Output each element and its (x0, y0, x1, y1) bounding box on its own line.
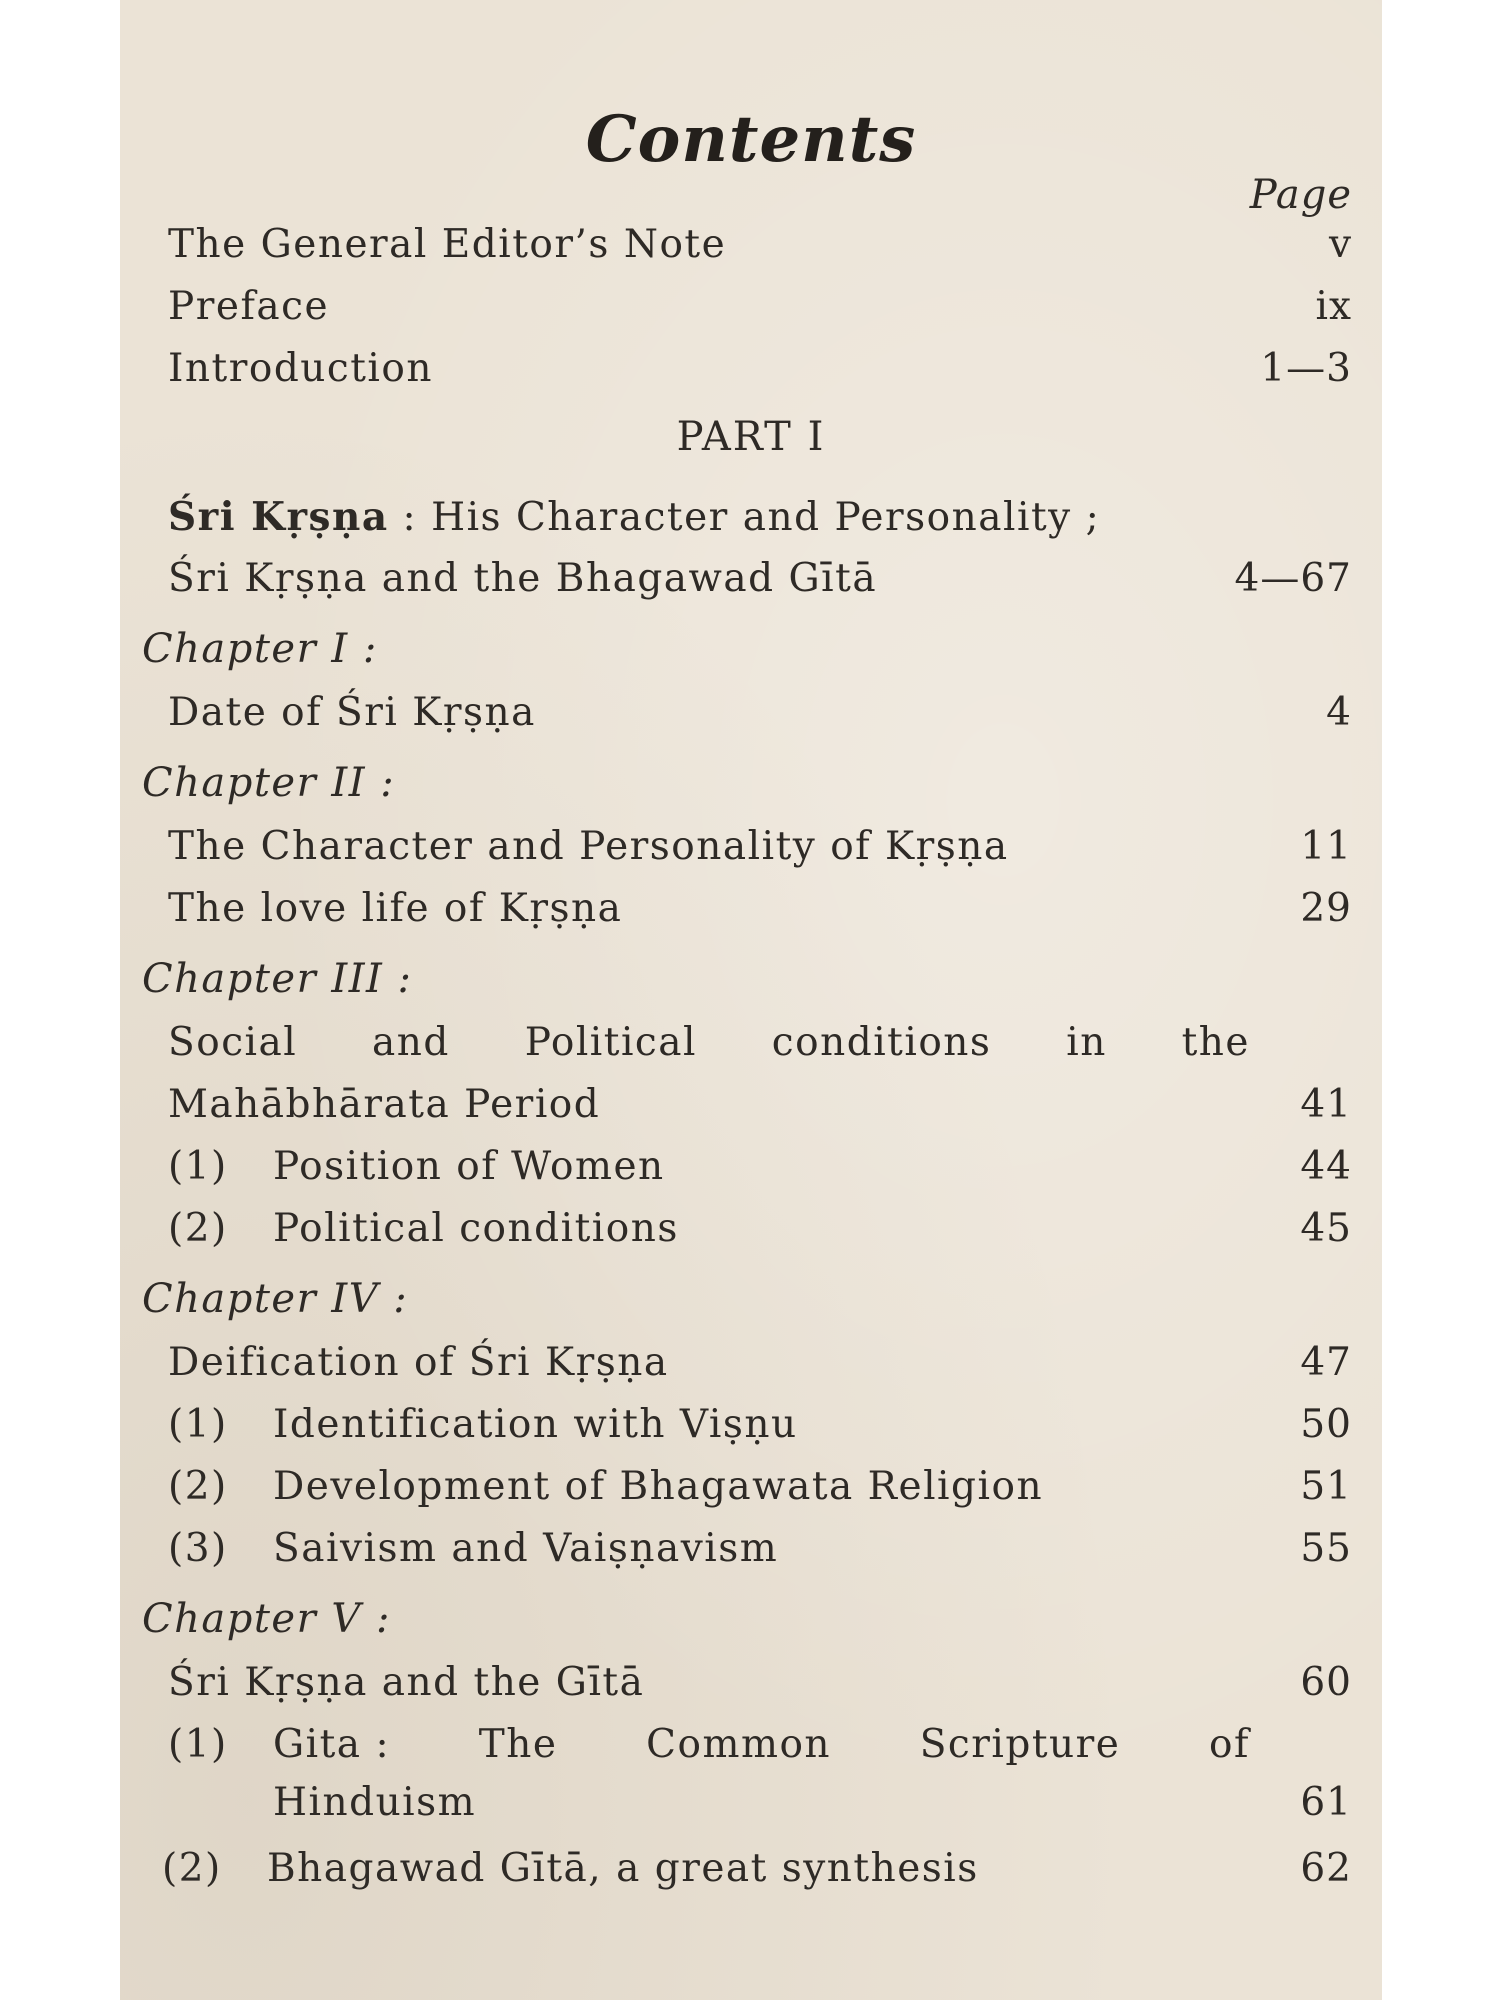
item-label: Identification with Viṣṇu (273, 1402, 798, 1447)
toc-entry-character: The Character and Personality of Kṛṣṇa (168, 824, 1009, 869)
word: Scripture (919, 1722, 1121, 1767)
chapter-heading-5: Chapter V : (142, 1596, 391, 1642)
toc-entry-saivism (168, 1526, 778, 1571)
part-summary-page: 4—67 (1234, 556, 1352, 601)
toc-entry-women (168, 1144, 665, 1189)
chapter-heading-1: Chapter I : (142, 626, 378, 672)
toc-page-great-synthesis: 62 (1300, 1846, 1352, 1891)
toc-page-common-scripture: 61 (1300, 1780, 1352, 1825)
toc-page-character: 11 (1300, 824, 1352, 869)
part-summary-rest: : His Character and Personality ; (388, 495, 1101, 540)
item-label-words (273, 1722, 1250, 1767)
toc-page-saivism: 55 (1300, 1526, 1352, 1571)
toc-page-krsna-gita: 60 (1300, 1660, 1352, 1705)
item-label: Position of Women (273, 1144, 665, 1189)
toc-page-editors-note: v (1328, 222, 1352, 267)
toc-page-preface: ix (1315, 284, 1352, 329)
chapter-heading-3: Chapter III : (142, 956, 413, 1002)
toc-entry-social-political-line2: Mahābhārata Period (168, 1082, 601, 1127)
toc-entry-date: Date of Śri Kṛṣṇa (168, 690, 536, 735)
item-number: (2) (168, 1464, 228, 1509)
item-label: Saivism and Vaiṣṇavism (273, 1526, 779, 1571)
item-label: Political conditions (273, 1206, 679, 1251)
word: in (1066, 1020, 1107, 1065)
toc-entry-common-scripture-line1 (168, 1722, 1250, 1767)
toc-entry-krsna-gita: Śri Kṛṣṇa and the Gītā (168, 1660, 645, 1705)
chapter-heading-4: Chapter IV : (142, 1276, 409, 1322)
toc-page-deification: 47 (1300, 1340, 1352, 1385)
toc-page-introduction: 1—3 (1260, 346, 1352, 391)
toc-entry-great-synthesis (162, 1846, 979, 1891)
item-number: (1) (168, 1722, 228, 1767)
toc-entry-political-conditions (168, 1206, 679, 1251)
word: the (1181, 1020, 1250, 1065)
toc-page-women: 44 (1300, 1144, 1352, 1189)
toc-page-vishnu: 50 (1300, 1402, 1352, 1447)
contents-title: Contents (585, 102, 917, 177)
toc-page-love-life: 29 (1300, 886, 1352, 931)
item-number: (1) (168, 1144, 228, 1189)
book-page (120, 0, 1382, 2000)
word: and (372, 1020, 450, 1065)
page-column-header: Page (1249, 172, 1352, 218)
item-number: (1) (168, 1402, 228, 1447)
toc-entry-preface: Preface (168, 284, 330, 329)
item-label: Development of Bhagawata Religion (273, 1464, 1044, 1509)
item-label: Bhagawad Gītā, a great synthesis (267, 1846, 979, 1891)
toc-page-bhagawata: 51 (1300, 1464, 1352, 1509)
word: Common (646, 1722, 832, 1767)
word: Political (524, 1020, 697, 1065)
word: Social (168, 1020, 298, 1065)
toc-entry-bhagawata (168, 1464, 1043, 1509)
word: conditions (771, 1020, 992, 1065)
part-summary-lead: Śri Kṛṣṇa (168, 494, 389, 540)
toc-entry-deification: Deification of Śri Kṛṣṇa (168, 1340, 669, 1385)
chapter-heading-2: Chapter II : (142, 760, 396, 806)
word: of (1209, 1722, 1250, 1767)
word: The (478, 1722, 558, 1767)
word: Gita : (273, 1722, 391, 1767)
toc-entry-common-scripture-line2: Hinduism (273, 1780, 477, 1825)
toc-entry-vishnu (168, 1402, 798, 1447)
toc-entry-editors-note: The General Editor’s Note (168, 222, 727, 267)
part-summary-line1 (168, 494, 1100, 540)
part-summary-line2: Śri Kṛṣṇa and the Bhagawad Gītā (168, 556, 878, 601)
toc-entry-love-life: The love life of Kṛṣṇa (168, 886, 623, 931)
item-number: (3) (168, 1526, 228, 1571)
item-number: (2) (162, 1846, 222, 1891)
toc-page-date: 4 (1326, 690, 1352, 735)
toc-page-political-conditions: 45 (1300, 1206, 1352, 1251)
item-number: (2) (168, 1206, 228, 1251)
toc-entry-social-political-line1 (168, 1020, 1250, 1065)
toc-page-social-political: 41 (1300, 1082, 1352, 1127)
part-heading: PART I (676, 414, 826, 460)
toc-entry-introduction: Introduction (168, 346, 433, 391)
